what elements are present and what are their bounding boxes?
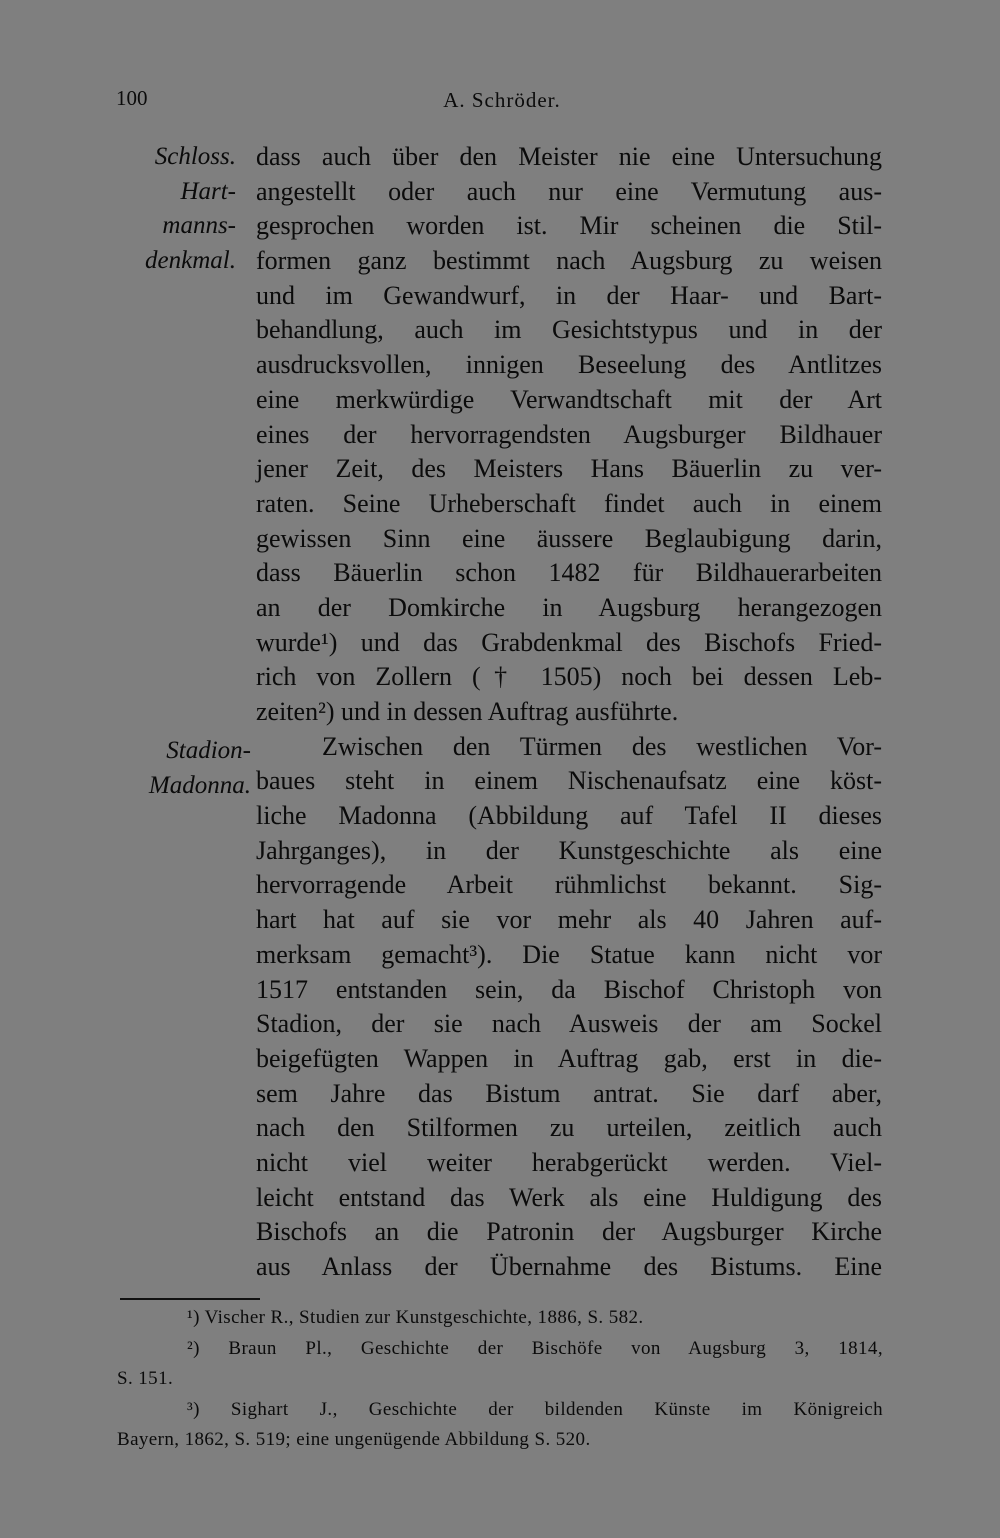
body-text (256, 140, 882, 1285)
text-line: liche Madonna (Abbildung auf Tafel II dieses (256, 801, 882, 831)
text-line: jener Zeit, des Meisters Hans Bäuerlin zu ver- (256, 454, 882, 484)
margin-note-stadion (108, 734, 251, 803)
text-line: wurde¹) und das Grabdenkmal des Bischofs Fried- (256, 627, 882, 657)
text-line: Bischofs an die Patronin der Augsburger Kirche (256, 1217, 882, 1247)
text-line: formen ganz bestimmt nach Augsburg zu weisen (256, 246, 882, 276)
margin-note-line: Schloss. (154, 143, 236, 170)
text-line: rich von Zollern († 1505) noch bei dessen Leb- (256, 662, 882, 692)
text-line: ausdrucksvollen, innigen Beseelung des Antlitzes (256, 350, 882, 380)
footnote-line: ³) Sighart J., Geschichte der bildenden Künste im Königreich (187, 1398, 883, 1420)
text-line: dass Bäuerlin schon 1482 für Bildhauerarbeiten (256, 558, 882, 588)
footnote-line: ¹) Vischer R., Studien zur Kunstgeschichte, 1886, S. 582. (187, 1307, 644, 1328)
text-line: nicht viel weiter herabgerückt werden. Viel- (256, 1147, 882, 1177)
text-line: leicht entstand das Werk als eine Huldigung des (256, 1182, 882, 1212)
text-line: baues steht in einem Nischenaufsatz eine köst- (256, 766, 882, 796)
text-line: 1517 entstanden sein, da Bischof Christoph von (256, 974, 882, 1004)
text-line: und im Gewandwurf, in der Haar- und Bart- (256, 280, 882, 310)
text-line: nach den Stilformen zu urteilen, zeitlich auch (256, 1113, 882, 1143)
footnote-rule (120, 1298, 260, 1300)
text-line: Jahrganges), in der Kunstgeschichte als eine (256, 835, 882, 865)
text-line: hart hat auf sie vor mehr als 40 Jahren auf- (256, 905, 882, 935)
text-line: beigefügten Wappen in Auftrag gab, erst in die- (256, 1043, 882, 1073)
text-line: gewissen Sinn eine äussere Beglaubigung darin, (256, 523, 882, 553)
running-head: A. Schröder. (443, 88, 561, 112)
text-line: gesprochen worden ist. Mir scheinen die Stil- (256, 211, 882, 241)
margin-note-line: Madonna. (148, 771, 251, 799)
footnote-line: ²) Braun Pl., Geschichte der Bischöfe von Augsburg 3, 1814, (187, 1337, 883, 1359)
text-line: eine merkwürdige Verwandtschaft mit der Art (256, 384, 882, 414)
text-line: Zwischen den Türmen des westlichen Vor- (322, 731, 882, 761)
margin-note-line: denkmal. (145, 247, 236, 275)
text-line: aus Anlass der Übernahme des Bistums. Eine (256, 1252, 882, 1281)
text-line: sem Jahre das Bistum antrat. Sie darf aber, (256, 1078, 882, 1108)
text-line: behandlung, auch im Gesichtstypus und in der (256, 315, 882, 345)
margin-note-line: Hart- (180, 177, 236, 205)
text-line: merksam gemacht³). Die Statue kann nicht vor (256, 939, 882, 969)
footnote-line: Bayern, 1862, S. 519; eine ungenügende Abbildung S. 520. (117, 1429, 591, 1450)
text-line: Stadion, der sie nach Ausweis der am Sockel (256, 1009, 882, 1039)
text-line: angestellt oder auch nur eine Vermutung aus- (256, 176, 882, 206)
margin-note-schloss (108, 140, 236, 279)
footnotes (117, 1303, 883, 1456)
text-line: an der Domkirche in Augsburg herangezogen (256, 592, 882, 622)
text-line: raten. Seine Urheberschaft findet auch in einem (256, 488, 882, 518)
footnote-line: S. 151. (117, 1368, 174, 1389)
text-line: hervorragende Arbeit rühmlichst bekannt. Sig- (256, 870, 882, 900)
text-line: dass auch über den Meister nie eine Untersuchung (256, 142, 882, 171)
text-line: zeiten²) und in dessen Auftrag ausführte. (256, 697, 679, 726)
margin-note-line: manns- (162, 212, 236, 240)
margin-note-line: Stadion- (166, 737, 251, 764)
page-number: 100 (116, 86, 148, 110)
text-line: eines der hervorragendsten Augsburger Bildhauer (256, 419, 882, 449)
